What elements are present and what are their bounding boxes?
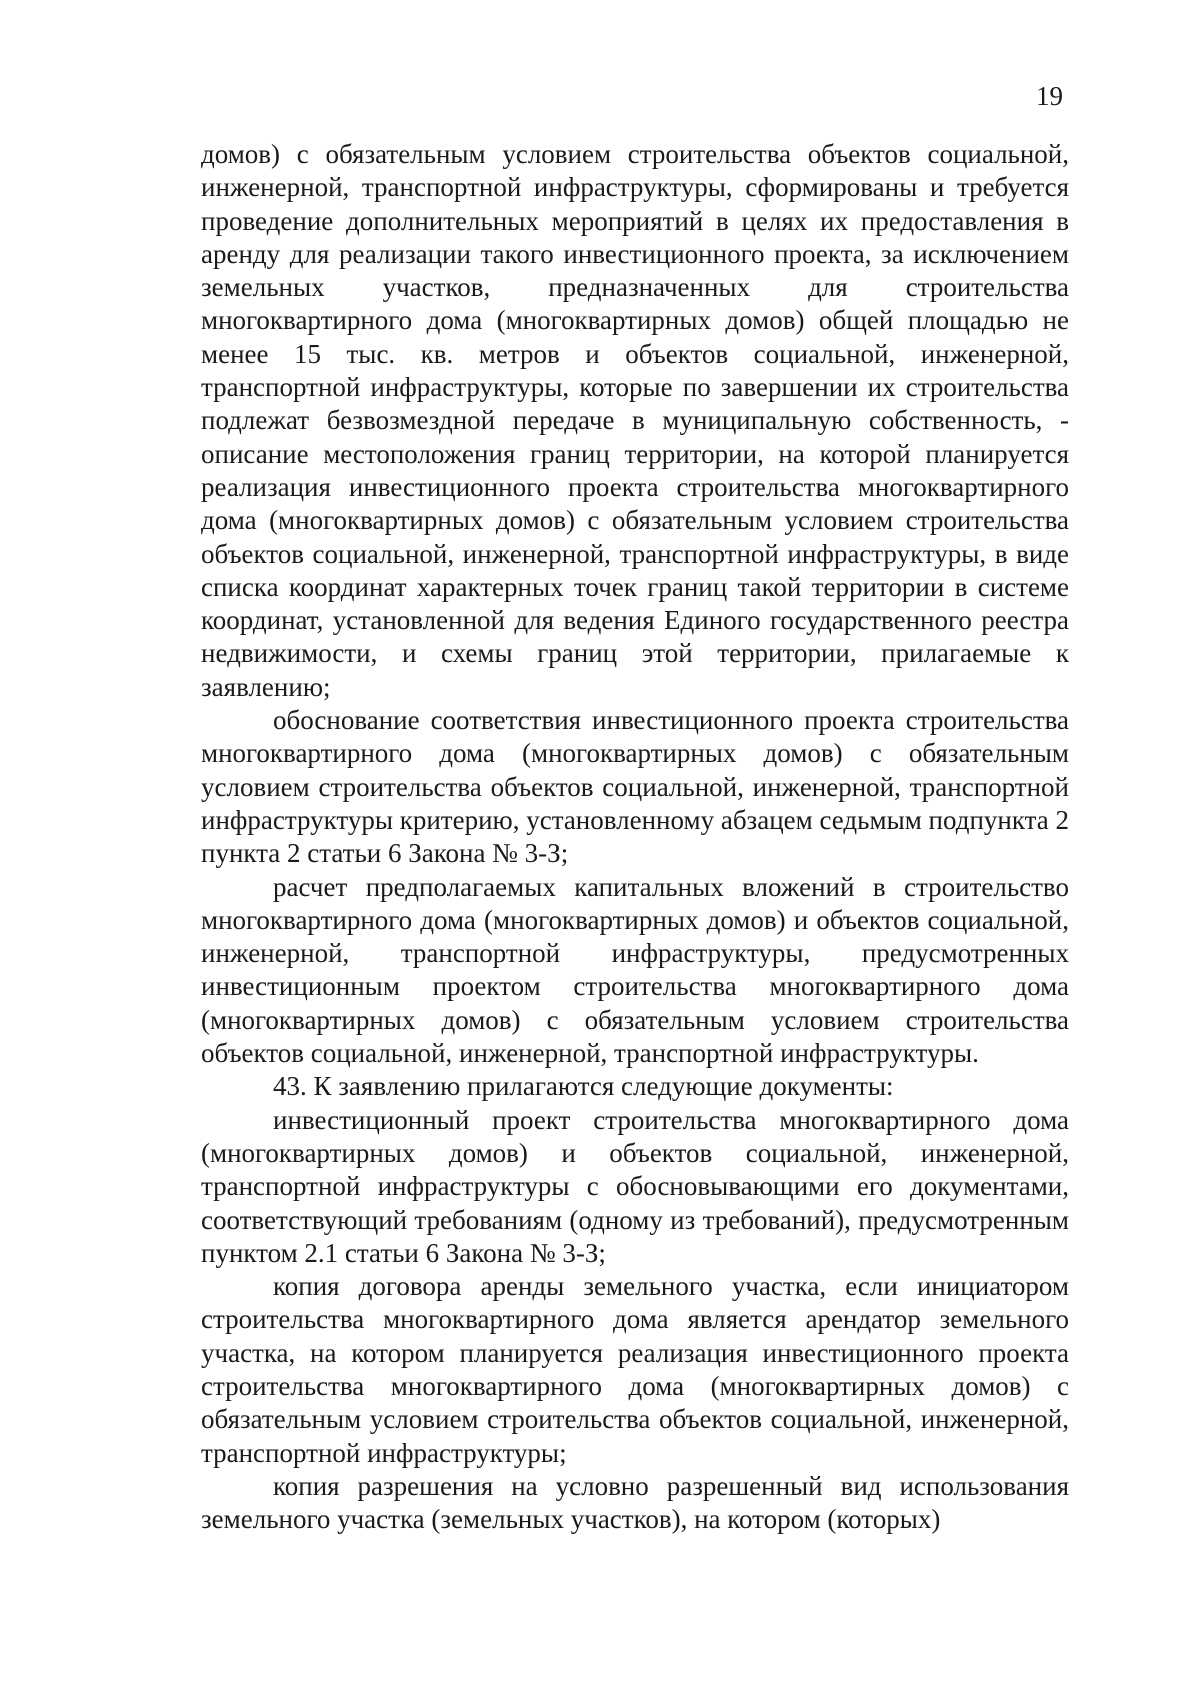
paragraph-investment-project: инвестиционный проект строительства многоквартирного дома (многоквартирных домов) и объектов социальной, инженерной, транспортной инфраструктуры с обосновывающими его документами, соответствующий требованиям (одному из требований), предусмотренным пунктом 2.1 статьи 6 Закона № 3-З;: [201, 1104, 1069, 1268]
paragraph-justification: обоснование соответствия инвестиционного проекта строительства многоквартирного дома (многоквартирных домов) с обязательным условием строительства объектов социальной, инженерной, транспортной инфраструктуры критерию, установленному абзацем седьмым подпункта 2 пункта 2 статьи 6 Закона № 3-З;: [201, 705, 1069, 869]
paragraph-permit-copy: копия разрешения на условно разрешенный вид использования земельного участка (земельных участков), на котором (которых): [201, 1470, 1069, 1535]
document-body: [201, 138, 1069, 1536]
clause-43-heading: 43. К заявлению прилагаются следующие документы:: [273, 1071, 894, 1102]
paragraph-lease-copy: копия договора аренды земельного участка, если инициатором строительства многоквартирного дома является арендатор земельного участка, на котором планируется реализация инвестиционного проекта строительства многоквартирного дома (многоквартирных домов) с обязательным условием строительства объектов социальной, инженерной, транспортной инфраструктуры;: [201, 1271, 1069, 1468]
paragraph-continuation: домов) с обязательным условием строительства объектов социальной, инженерной, транспортной инфраструктуры, сформированы и требуется проведение дополнительных мероприятий в целях их предоставления в аренду для реализации такого инвестиционного проекта, за исключением земельных участков, предназначенных для строительства многоквартирного дома (многоквартирных домов) общей площадью не менее 15 тыс. кв. метров и объектов социальной, инженерной, транспортной инфраструктуры, которые по завершении их строительства подлежат безвозмездной передаче в муниципальную собственность, - описание местоположения границ территории, на которой планируется реализация инвестиционного проекта строительства многоквартирного дома (многоквартирных домов) с обязательным условием строительства объектов социальной, инженерной, транспортной инфраструктуры, в виде списка координат характерных точек границ такой территории в системе координат, установленной для ведения Единого государственного реестра недвижимости, и схемы границ этой территории, прилагаемые к заявлению;: [201, 139, 1069, 702]
page-number: 19: [1036, 81, 1063, 111]
paragraph-investment-calculation: расчет предполагаемых капитальных вложений в строительство многоквартирного дома (многоквартирных домов) и объектов социальной, инженерной, транспортной инфраструктуры, предусмотренных инвестиционным проектом строительства многоквартирного дома (многоквартирных домов) с обязательным условием строительства объектов социальной, инженерной, транспортной инфраструктуры.: [201, 871, 1069, 1069]
